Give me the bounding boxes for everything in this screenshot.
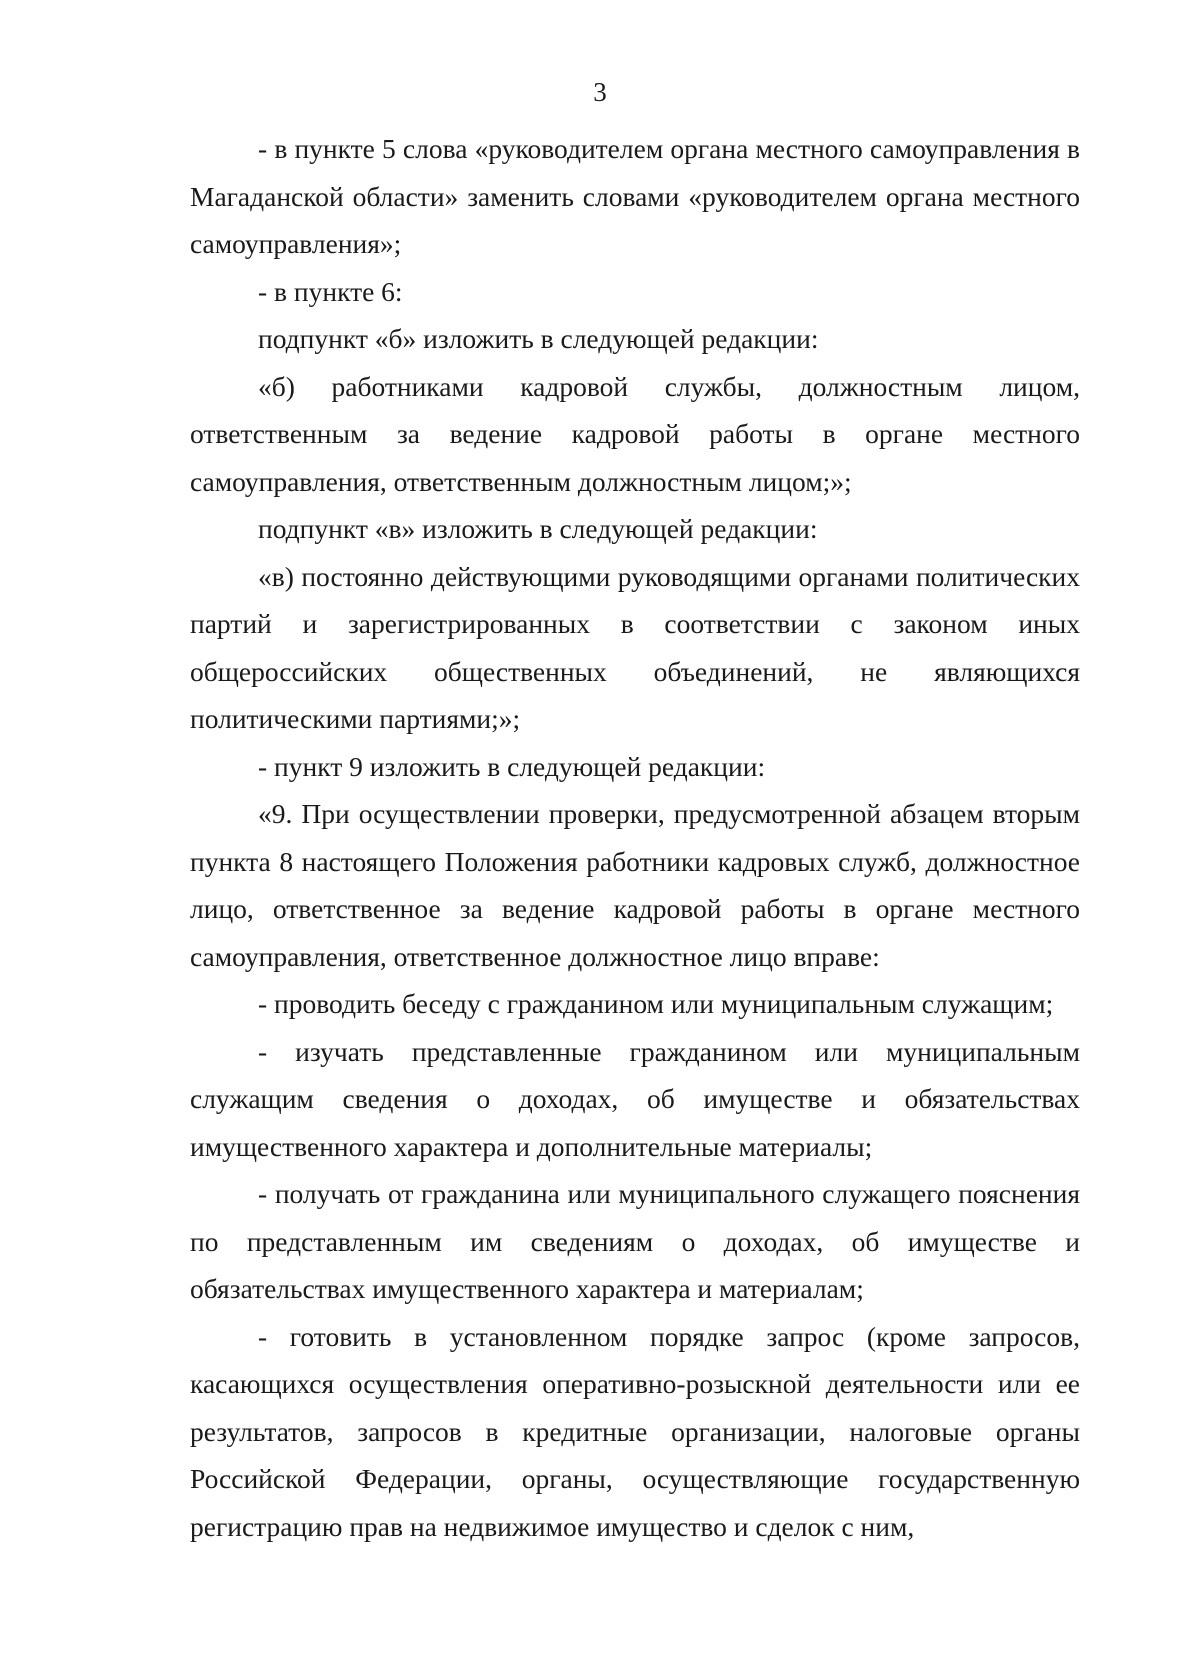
paragraph-item-9-text: «9. При осуществлении проверки, предусмотренной абзацем вторым пункта 8 настоящего Положения работники кадровых служб, должностное лицо, ответственное за ведение кадровой работы в органе местного самоуправления, ответственное должностное лицо вправе: [190,798,1080,972]
paragraph-subitem-v-text: «в) постоянно действующими руководящими органами политических партий и зарегистрированных в соответствии с законом иных общероссийских общественных объединений, не являющихся политическими партиями;»; [190,560,1080,734]
paragraph-right-conversation: - проводить беседу с гражданином или муниципальным служащим; [258,988,1054,1019]
paragraph-item-9-intro: - пункт 9 изложить в следующей редакции: [258,750,766,782]
page-number: 3 [593,77,607,107]
paragraph-right-request: - готовить в установленном порядке запрос (кроме запросов, касающихся осуществления оперативно-розыскной деятельности или ее результатов, запросов в кредитные организации, налоговые органы Российской Федерации, органы, осуществляющие государственную регистрацию прав на недвижимое имущество и сделок с ним, [190,1320,1080,1542]
paragraph-subitem-v-intro: подпункт «в» изложить в следующей редакции: [258,513,818,544]
paragraph-item-6-intro: - в пункте 6: [258,275,403,307]
paragraph-item-5-amendment: - в пункте 5 слова «руководителем органа местного самоуправления в Магаданской области» заменить словами «руководителем органа местного самоуправления»; [190,133,1080,259]
paragraph-subitem-b-text: «б) работниками кадровой службы, должностным лицом, ответственным за ведение кадровой работы в органе местного самоуправления, ответственным должностным лицом;»; [190,370,1080,497]
paragraph-right-explanations: - получать от гражданина или муниципального служащего пояснения по представленным им сведениям о доходах, об имуществе и обязательствах имущественного характера и материалам; [190,1178,1080,1304]
document-body [190,125,1080,1550]
paragraph-right-study: - изучать представленные гражданином или муниципальным служащим сведения о доходах, об имуществе и обязательствах имущественного характера и дополнительные материалы; [190,1035,1080,1162]
paragraph-subitem-b-intro: подпункт «б» изложить в следующей редакции: [258,323,819,354]
